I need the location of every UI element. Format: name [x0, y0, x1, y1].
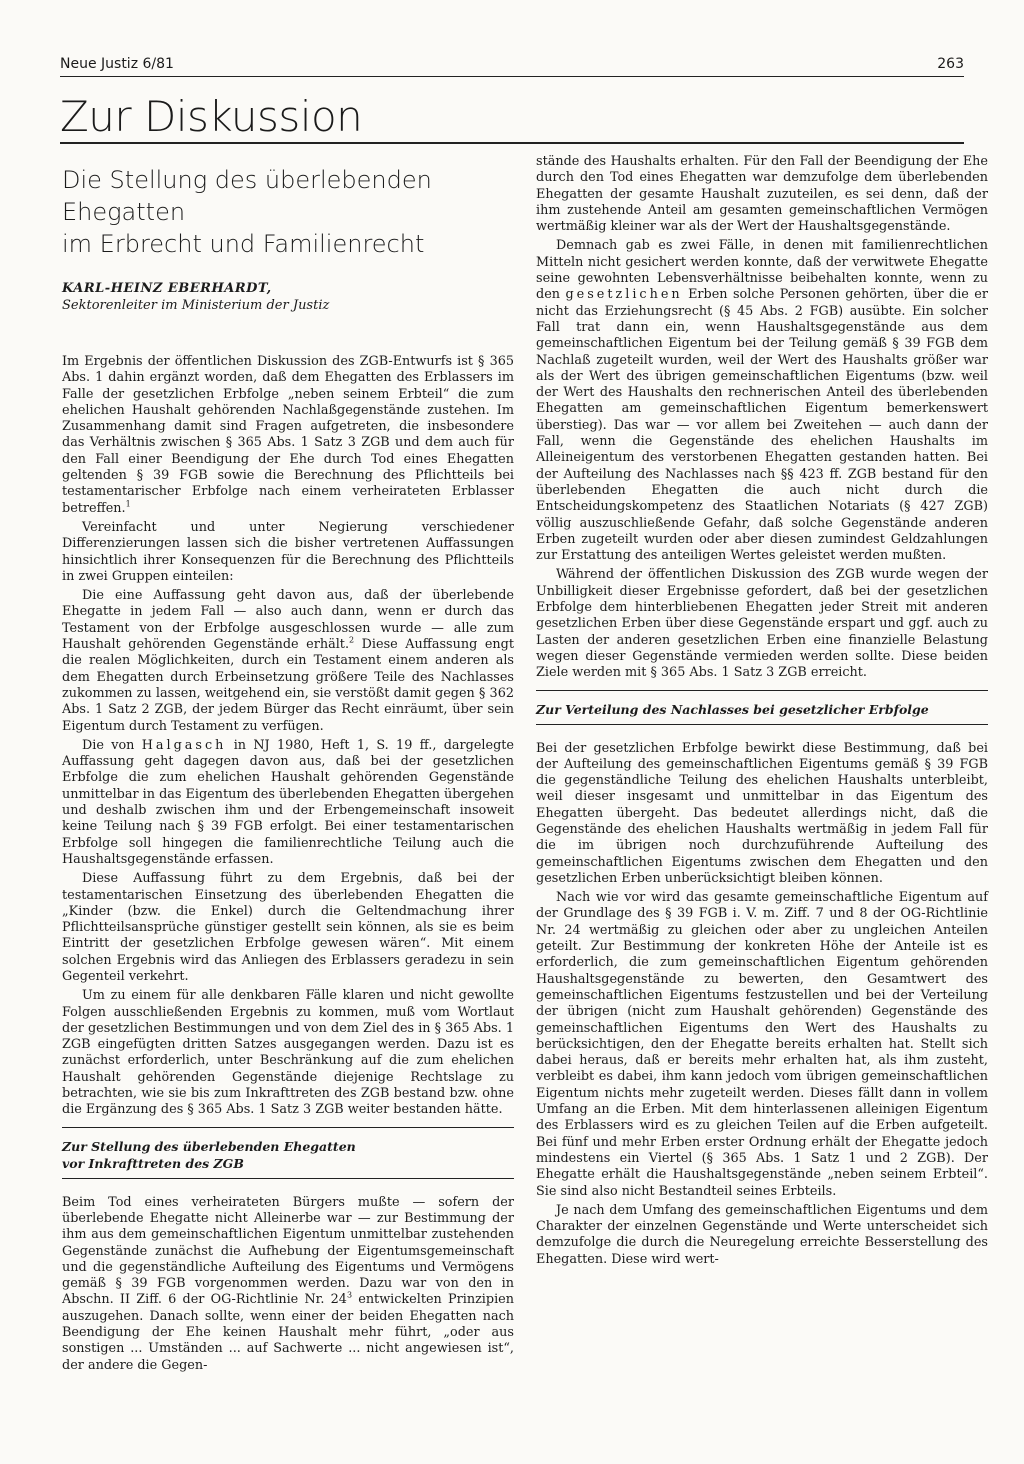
paragraph: Diese Auffassung führt zu dem Ergebnis, daß bei der testamentarischen Einsetzung des überlebenden Ehegatten die „Kinder (bzw. die Enkel) durch die Geltendmachung ihrer Pflichtteilsansprüche günstiger gestellt sein können, als sie es beim Eintritt der gesetzlichen Erbfolge gewesen wären“. Mit einem solchen Ergebnis wird das Anliegen des Erblassers geradezu in sein Gegenteil verkehrt. — [62, 871, 514, 984]
footnote-ref: 1 — [125, 499, 131, 509]
author-name: KARL-HEINZ EBERHARDT, — [62, 281, 272, 296]
paragraph-text: Beim Tod eines verheirateten Bürgers mußte — sofern der überlebende Ehegatte nicht Alleinerbe war — zur Bestimmung der ihm aus dem gemeinschaftlichen Eigentum unmittelbar zustehenden Gegenstände zunächst die Aufhebung der Eigentumsgemeinschaft und die gegenständliche Aufteilung des Eigentums und Vermögens gemäß § 39 FGB vorgenommen werden. Dazu war von den in Abschn. II Ziff. 6 der OG-Richtlinie Nr. 24 — [62, 1194, 514, 1308]
paragraph: Vereinfacht und unter Negierung verschiedener Differenzierungen lassen sich die bisher vertretenen Auffassungen hinsichtlich ihrer Konsequenzen für die Berechnung des Pflichtteils in zwei Gruppen einteilen: — [62, 519, 514, 584]
header-rule — [60, 76, 964, 77]
author-role: Sektorenleiter im Ministerium der Justiz — [62, 298, 330, 313]
paragraph: Je nach dem Umfang des gemeinschaftlichen Eigentums und dem Charakter der einzelnen Gegenstände und Werte unterscheidet sich demzufolge die durch die Neuregelung erreichte Besserstellung des Ehegatten. Diese wird wert- — [536, 1202, 988, 1267]
paragraph: Bei der gesetzlichen Erbfolge bewirkt diese Bestimmung, daß bei der Aufteilung des gemeinschaftlichen Eigentums gemäß § 39 FGB die gegenständliche Teilung des ehelichen Haushalts unterbleibt, weil dieser insgesamt und unmittelbar in das Eigentum des Ehegatten übergeht. Das bedeutet allerdings nicht, daß die Gegenstände des ehelichen Haushalts wertmäßig in jedem Fall für die im übrigen noch durchzuführende Aufteilung des gemeinschaftlichen Eigentums zwischen dem Ehegatten und den gesetzlichen Erben unberücksichtigt bleiben können. — [536, 740, 988, 886]
footnote-ref: 2 — [349, 635, 355, 645]
paragraph: stände des Haushalts erhalten. Für den Fall der Beendigung der Ehe durch den Tod eines Ehegatten war demzufolge dem überlebenden Ehegatten der gesamte Haushalt zuzuteilen, es sei denn, daß der ihm zustehende Anteil am gesamten gemeinschaftlichen Vermögen wertmäßig kleiner war als der Wert der Haushaltsgegenstände. — [536, 154, 988, 235]
author-block — [62, 280, 514, 314]
article-title-line: im Erbrecht und Familienrecht — [62, 230, 425, 258]
left-column — [62, 154, 514, 1374]
subheading-line: Zur Stellung des überlebenden Ehegatten — [62, 1138, 356, 1154]
article-title-line: Die Stellung des überlebenden Ehegatten — [62, 166, 432, 226]
footnote-ref: 3 — [346, 1291, 353, 1301]
right-column — [536, 154, 988, 1268]
subheading — [62, 1127, 514, 1179]
page-number: 263 — [937, 56, 964, 72]
article-title — [62, 164, 514, 260]
cited-author: Halgasch — [141, 737, 227, 753]
paragraph: Während der öffentlichen Diskussion des ZGB wurde wegen der Unbilligkeit dieser Ergebnisse gefordert, daß bei der gesetzlichen Erbfolge dem hinterbliebenen Ehegatten jeder Streit mit anderen gesetzlichen Erben über diese Gegenstände erspart und ggf. auch zu Lasten der anderen gesetzlichen Erben eine finanzielle Belastung wegen dieser Gegenstände vermieden werden sollte. Diese beiden Ziele werden mit § 365 Abs. 1 Satz 3 ZGB erreicht. — [536, 567, 988, 681]
paragraph-text: Diese Auffassung engt die realen Möglichkeiten, durch ein Testament einem anderen als dem Ehegatten durch Erbeinsetzung größere Teile des Nachlasses zukommen zu lassen, weitgehend ein, sie verstößt damit gegen § 362 Abs. 1 Satz 2 ZGB, der jedem Bürger das Recht einräumt, über sein Eigentum durch Testament zu verfügen. — [62, 637, 514, 734]
subheading-line: vor Inkrafttreten des ZGB — [62, 1155, 244, 1171]
paragraph-text: in NJ 1980, Heft 1, S. 19 ff., dargelegte Auffassung geht dagegen davon aus, daß bei der gesetzlichen Erbfolge die zum ehelichen Haushalt gehörenden Gegenstände unmittelbar in das Eigentum des überlebenden Ehegatten übergehen und deshalb zwischen ihm und der Erbengemeinschaft insoweit keine Teilung nach § 39 FGB erfolgt. Bei einer testamentarischen Erbfolge soll hingegen die familienrechtliche Teilung auch die Haushaltsgegenstände erfassen. — [62, 737, 514, 867]
paragraph: Um zu einem für alle denkbaren Fälle klaren und nicht gewollte Folgen ausschließenden Ergebnis zu kommen, muß vom Wortlaut der gesetzlichen Bestimmungen und von dem Ziel des in § 365 Abs. 1 ZGB eingefügten dritten Satzes ausgegangen werden. Dazu ist es zunächst erforderlich, unter Beschränkung auf die zum ehelichen Haushalt gehörenden Gegenstände diejenige Rechtslage zu betrachten, wie sie bis zum Inkrafttreten des ZGB bestand bzw. ohne die Ergänzung des § 365 Abs. 1 Satz 3 ZGB weiter bestanden hätte. — [62, 988, 514, 1118]
paragraph-text: Demnach gab es zwei Fälle, in denen mit familienrechtlichen Mitteln nicht gesichert werden konnte, daß der verwitwete Ehegatte seine gewohnten Lebensverhältnisse beibehalten konnte, wenn zu den — [536, 238, 988, 303]
section-title: Zur Diskussion — [60, 92, 363, 141]
paragraph — [62, 354, 514, 517]
subheading: Zur Verteilung des Nachlasses bei gesetzlicher Erbfolge — [536, 690, 988, 725]
paragraph-text: entwickelten Prinzipien auszugehen. Danach sollte, wenn einer der beiden Ehegatten nach Beendigung der Ehe keinen Haushalt mehr führt, „oder aus sonstigen ... Umständen ... auf Sachwerte ... nicht angewiesen ist“, der andere die Gegen- — [62, 1292, 514, 1373]
paragraph: Nach wie vor wird das gesamte gemeinschaftliche Eigentum auf der Grundlage des § 39 FGB i. V. m. Ziff. 7 und 8 der OG-Richtlinie Nr. 24 wertmäßig zu gleichen oder aber zu ungleichen Anteilen geteilt. Zur Bestimmung der konkreten Höhe der Anteile ist es erforderlich, die zum gemeinschaftlichen Eigentum gehörenden Haushaltsgegenstände zu bewerten, den Gesamtwert des gemeinschaftlichen Eigentums festzustellen und bei der Verteilung der übrigen (nicht zum Haushalt gehörenden) Gegenstände des gemeinschaftlichen Eigentums den Wert des Haushalts zu berücksichtigen, den der Ehegatte bereits erhalten hat. Stellt sich dabei heraus, daß er bereits mehr erhalten hat, als ihm zusteht, verbleibt es dabei, ihm kann jedoch vom übrigen gemeinschaftlichen Eigentum nichts mehr zugeteilt werden. Dieses fällt dann in vollem Umfang an die Erben. Mit dem hinterlassenen alleinigen Eigentum des Erblassers wird es zu gleichen Teilen auf die Erben aufgeteilt. Bei fünf und mehr Erben erster Ordnung erhält der Ehegatte jedoch mindestens ein Viertel (§ 365 Abs. 1 Satz 1 und 2 ZGB). Der Ehegatte erhält die Haushaltsgegenstände „neben seinem Erbteil“. Sie sind also nicht Bestandteil seines Erbteils. — [536, 890, 988, 1199]
page-header — [60, 56, 964, 76]
paragraph — [62, 738, 514, 868]
paragraph-text: Erben solche Personen gehörten, über die er nicht das Erziehungsrecht (§ 45 Abs. 2 FGB) ausübte. Ein solcher Fall trat dann ein, wenn Haushaltsgegenstände aus dem gemeinschaftlichen Eigentum bei der Teilung gemäß § 39 FGB dem Nachlaß zugeteilt wurden, weil der Wert des Haushalts größer war als der Wert des übrigen gemeinschaftlichen Eigentums (bzw. weil der Wert des Haushalts den rechnerischen Anteil des überlebenden Ehegatten am gemeinschaftlichen Eigentum bemerkenswert überstieg). Das war — vor allem bei Zweitehen — auch dann der Fall, wenn die Gegenstände des ehelichen Haushalts im Alleineigentum des verstorbenen Ehegatten gestanden hatten. Bei der Aufteilung des Nachlasses nach §§ 423 ff. ZGB bestand für den überlebenden Ehegatten die auch nicht durch die Entscheidungskompetenz des Staatlichen Notariats (§ 427 ZGB) völlig auszuschließende Gefahr, daß solche Gegenstände anderen Erben zugeteilt wurden oder aber diesen zumindest Geldzahlungen zur Erstattung des anteiligen Wertes geleistet werden mußten. — [536, 287, 988, 564]
paragraph — [62, 1195, 514, 1374]
paragraph — [536, 238, 988, 564]
paragraph-text: Die eine Auffassung geht davon aus, daß der überlebende Ehegatte in jedem Fall — also auch dann, wenn er durch das Testament von der Erbfolge ausgeschlossen wurde — alle zum Haushalt gehörenden Gegenstände erhält. — [62, 588, 514, 653]
section-rule — [60, 142, 964, 144]
emphasized-word: gesetzlichen — [565, 287, 683, 303]
paragraph — [62, 588, 514, 735]
journal-name: Neue Justiz 6/81 — [60, 56, 174, 72]
paragraph-text: Die von — [82, 737, 142, 753]
paragraph-text: Im Ergebnis der öffentlichen Diskussion des ZGB-Entwurfs ist § 365 Abs. 1 dahin ergänzt worden, daß dem Ehegatten des Erblassers im Falle der gesetzlichen Erbfolge „neben seinem Erbteil“ die zum ehelichen Haushalt gehörenden Nachlaßgegenstände zustehen. Im Zusammenhang damit sind Fragen aufgetreten, die insbesondere das Verhältnis zwischen § 365 Abs. 1 Satz 3 ZGB und dem auch für den Fall einer Beendigung der Ehe durch Tod eines Ehegatten geltenden § 39 FGB sowie die Berechnung des Pflichtteils bei testamentarischer Erbfolge nach einem verheirateten Erblasser betreffen. — [62, 354, 514, 516]
